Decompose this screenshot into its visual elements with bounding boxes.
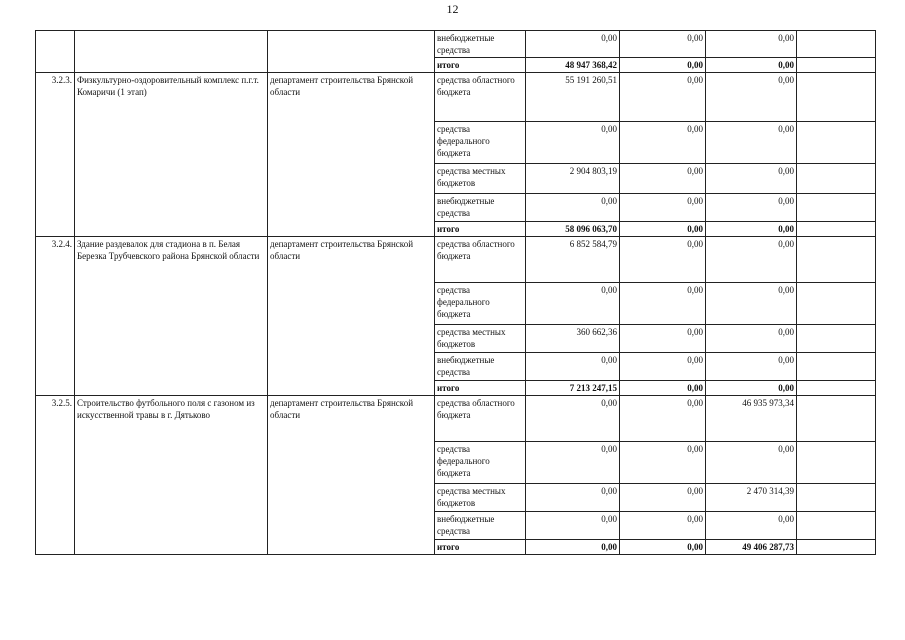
empty-cell	[797, 381, 876, 396]
value-year-1: 0,00	[526, 31, 620, 58]
funding-source: средства местных бюджетов	[435, 484, 526, 512]
empty-cell	[797, 512, 876, 540]
value-year-2: 0,00	[620, 194, 706, 222]
funding-source: внебюджетные средства	[435, 194, 526, 222]
funding-source: средства федерального бюджета	[435, 283, 526, 325]
project-name: Физкультурно-оздоровительный комплекс п.г.т. Комаричи (1 этап)	[75, 73, 268, 237]
project-name: Строительство футбольного поля с газоном из искусственной травы в г. Дятьково	[75, 396, 268, 555]
value-year-3: 2 470 314,39	[706, 484, 797, 512]
empty-cell	[797, 484, 876, 512]
value-year-3: 0,00	[706, 31, 797, 58]
empty-cell	[797, 31, 876, 58]
funding-source: внебюджетные средства	[435, 512, 526, 540]
value-year-2: 0,00	[620, 353, 706, 381]
funding-source: средства областного бюджета	[435, 73, 526, 122]
value-year-1: 0,00	[526, 442, 620, 484]
empty-cell	[797, 194, 876, 222]
empty-cell	[797, 396, 876, 442]
value-year-3: 0,00	[706, 381, 797, 396]
value-year-2: 0,00	[620, 512, 706, 540]
empty-cell	[797, 540, 876, 555]
value-year-1: 7 213 247,15	[526, 381, 620, 396]
value-year-2: 0,00	[620, 164, 706, 194]
project-code: 3.2.5.	[36, 396, 75, 555]
value-year-3: 0,00	[706, 122, 797, 164]
value-year-1: 0,00	[526, 353, 620, 381]
funding-source: внебюджетные средства	[435, 353, 526, 381]
project-code: 3.2.3.	[36, 73, 75, 237]
value-year-3: 0,00	[706, 353, 797, 381]
table-row	[36, 73, 876, 122]
empty-cell	[797, 353, 876, 381]
total-label: итого	[435, 381, 526, 396]
department: департамент строительства Брянской области	[268, 73, 435, 237]
empty-cell	[797, 325, 876, 353]
value-year-1: 0,00	[526, 283, 620, 325]
value-year-1: 0,00	[526, 396, 620, 442]
funding-source: средства областного бюджета	[435, 237, 526, 283]
value-year-1: 0,00	[526, 194, 620, 222]
value-year-1: 58 096 063,70	[526, 222, 620, 237]
project-name: Здание раздевалок для стадиона в п. Белая Березка Трубчевского района Брянской области	[75, 237, 268, 396]
budget-table	[35, 30, 876, 555]
table-row	[36, 396, 876, 442]
project-name	[75, 31, 268, 73]
value-year-3: 0,00	[706, 325, 797, 353]
value-year-3: 0,00	[706, 283, 797, 325]
funding-source: средства федерального бюджета	[435, 442, 526, 484]
table-row	[36, 237, 876, 283]
funding-source: средства местных бюджетов	[435, 325, 526, 353]
department: департамент строительства Брянской области	[268, 237, 435, 396]
empty-cell	[797, 58, 876, 73]
value-year-2: 0,00	[620, 222, 706, 237]
empty-cell	[797, 122, 876, 164]
value-year-2: 0,00	[620, 31, 706, 58]
value-year-2: 0,00	[620, 325, 706, 353]
value-year-2: 0,00	[620, 122, 706, 164]
code-cell	[36, 31, 75, 73]
value-year-2: 0,00	[620, 73, 706, 122]
value-year-1: 2 904 803,19	[526, 164, 620, 194]
value-year-3: 0,00	[706, 442, 797, 484]
value-year-2: 0,00	[620, 540, 706, 555]
value-year-1: 6 852 584,79	[526, 237, 620, 283]
empty-cell	[797, 73, 876, 122]
value-year-3: 0,00	[706, 237, 797, 283]
value-year-3: 0,00	[706, 194, 797, 222]
value-year-1: 360 662,36	[526, 325, 620, 353]
value-year-2: 0,00	[620, 396, 706, 442]
value-year-3: 0,00	[706, 512, 797, 540]
value-year-3: 49 406 287,73	[706, 540, 797, 555]
funding-source: средства областного бюджета	[435, 396, 526, 442]
department: департамент строительства Брянской области	[268, 396, 435, 555]
empty-cell	[797, 283, 876, 325]
value-year-3: 46 935 973,34	[706, 396, 797, 442]
value-year-3: 0,00	[706, 58, 797, 73]
department	[268, 31, 435, 73]
page-number: 12	[446, 2, 459, 16]
value-year-3: 0,00	[706, 73, 797, 122]
empty-cell	[797, 442, 876, 484]
project-code: 3.2.4.	[36, 237, 75, 396]
value-year-3: 0,00	[706, 222, 797, 237]
empty-cell	[797, 222, 876, 237]
value-year-1: 0,00	[526, 484, 620, 512]
value-year-2: 0,00	[620, 283, 706, 325]
value-year-2: 0,00	[620, 484, 706, 512]
funding-source: средства федерального бюджета	[435, 122, 526, 164]
value-year-1: 0,00	[526, 512, 620, 540]
total-label: итого	[435, 58, 526, 73]
value-year-1: 55 191 260,51	[526, 73, 620, 122]
empty-cell	[797, 164, 876, 194]
value-year-3: 0,00	[706, 164, 797, 194]
value-year-2: 0,00	[620, 237, 706, 283]
table-row	[36, 31, 876, 58]
value-year-2: 0,00	[620, 381, 706, 396]
total-label: итого	[435, 222, 526, 237]
value-year-1: 48 947 368,42	[526, 58, 620, 73]
total-label: итого	[435, 540, 526, 555]
empty-cell	[797, 237, 876, 283]
value-year-1: 0,00	[526, 122, 620, 164]
value-year-2: 0,00	[620, 58, 706, 73]
value-year-1: 0,00	[526, 540, 620, 555]
value-year-2: 0,00	[620, 442, 706, 484]
funding-source: внебюджетные средства	[435, 31, 526, 58]
funding-source: средства местных бюджетов	[435, 164, 526, 194]
